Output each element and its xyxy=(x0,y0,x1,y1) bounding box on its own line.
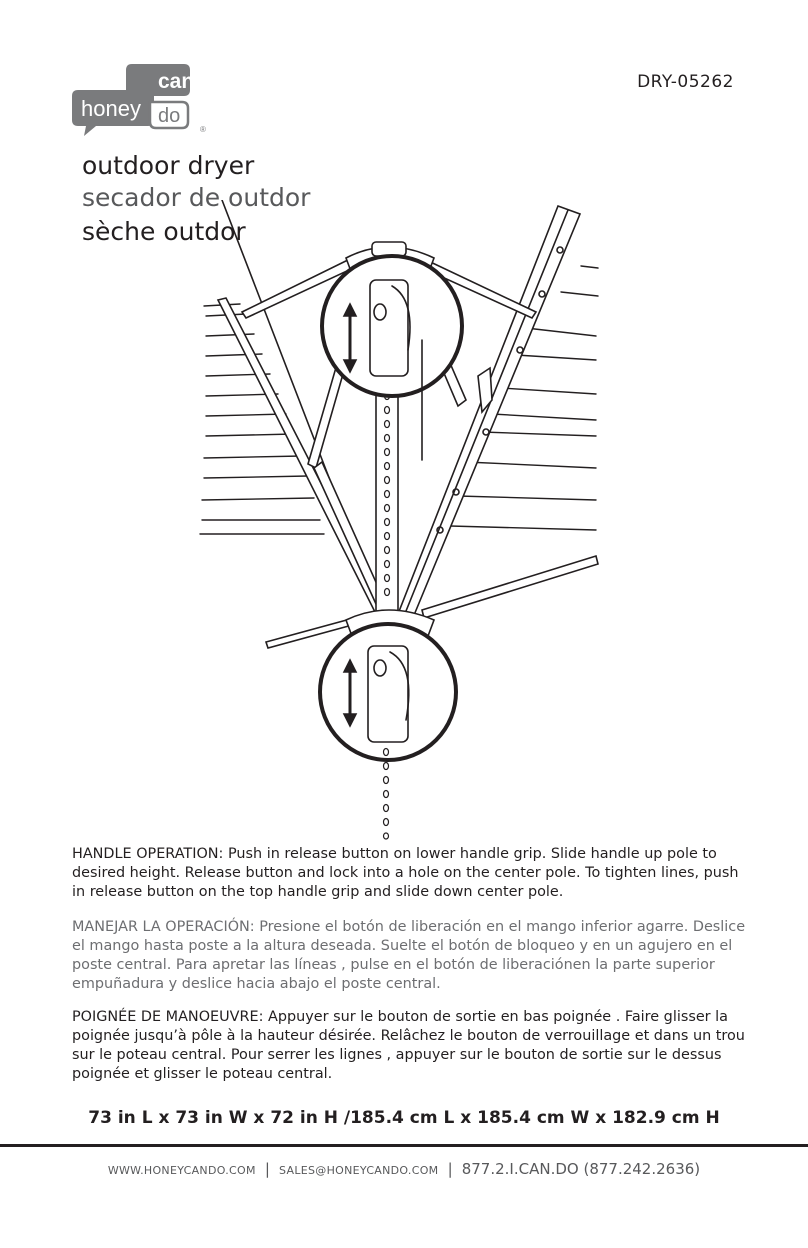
footer xyxy=(0,1159,808,1178)
instructions-french: POIGNÉE DE MANOEUVRE: Appuyer sur le bouton de sortie en bas poignée . Faire glisser la poignée jusqu’à pôle à la hauteur désirée. Relâchez le bouton de verrouillage et dans un trou sur le poteau central. Pour serrer les lignes , appuyer sur le bouton de sortie sur le dessus poignée et glisser le poteau central. xyxy=(72,1009,745,1082)
product-dimensions: 73 in L x 73 in W x 72 in H /185.4 cm L x 185.4 cm W x 182.9 cm H xyxy=(88,1108,720,1128)
footer-separator: | xyxy=(264,1160,270,1178)
footer-divider xyxy=(0,1144,808,1147)
model-number: DRY-05262 xyxy=(637,72,734,92)
logo-word-can: can xyxy=(158,70,195,93)
handle-operation-illustration xyxy=(196,200,608,840)
title-english: outdoor dryer xyxy=(82,151,255,180)
brand-logo xyxy=(72,64,212,136)
footer-phone: 877.2.I.CAN.DO (877.242.2636) xyxy=(461,1160,701,1178)
title-spanish: secador de outdor xyxy=(82,183,311,212)
instructions-english: HANDLE OPERATION: Push in release button on lower handle grip. Slide handle up pole to desired height. Release button and lock into a hole on the center pole. To tighten lines, push in release button on the top handle grip and slide down center pole. xyxy=(72,846,739,900)
footer-email-link[interactable]: SALES@HONEYCANDO.COM xyxy=(279,1164,439,1177)
registered-mark: ® xyxy=(200,125,206,134)
rotary-dryer-handle-diagram-icon xyxy=(196,200,608,840)
instructions-spanish: MANEJAR LA OPERACIÓN: Presione el botón de liberación en el mango inferior agarre. Deslice el mango hasta poste a la altura deseada. Suelte el botón de bloqueo y en un agujero en el poste central. Para apretar las líneas , pulse en el botón de liberaciónen la parte superior empuñadura y deslice hacia abajo el poste central. xyxy=(72,919,746,992)
logo-bubbles xyxy=(72,64,212,136)
title-french: sèche outdor xyxy=(82,217,246,246)
footer-website-link[interactable]: WWW.HONEYCANDO.COM xyxy=(107,1164,256,1177)
footer-separator: | xyxy=(447,1160,453,1178)
logo-word-honey: honey xyxy=(81,96,141,121)
logo-word-do: do xyxy=(158,105,181,127)
